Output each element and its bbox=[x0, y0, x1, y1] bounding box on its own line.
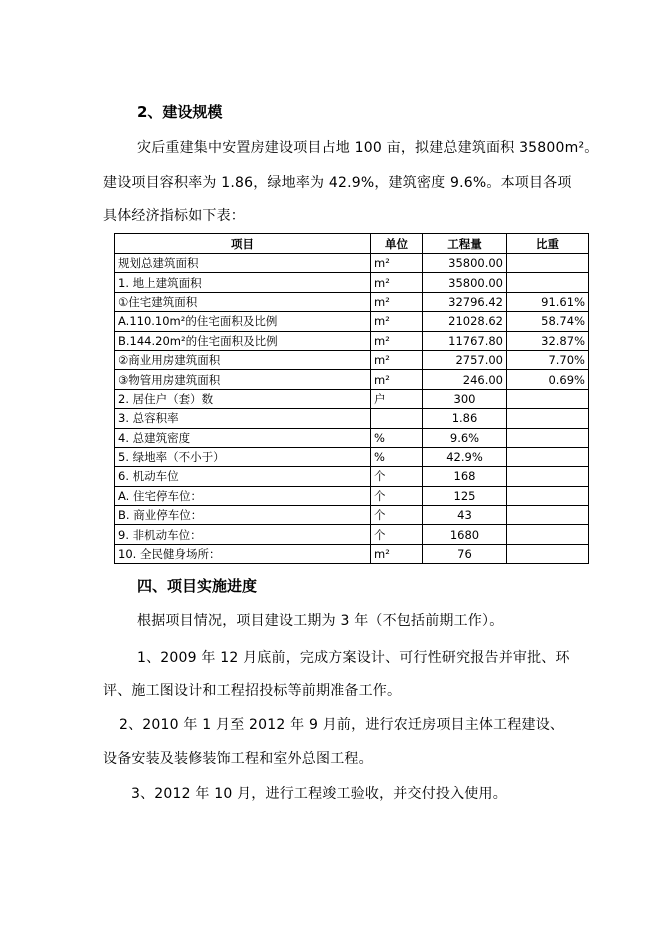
header-unit: 单位 bbox=[371, 234, 423, 254]
table-row bbox=[115, 544, 589, 563]
table-row bbox=[115, 312, 589, 331]
cell-ratio bbox=[507, 467, 589, 486]
table-row bbox=[115, 486, 589, 505]
table-row bbox=[115, 409, 589, 428]
table-row bbox=[115, 447, 589, 466]
progress-line-2: 1、2009 年 12 月底前，完成方案设计、可行性研究报告并审批、环 bbox=[137, 650, 570, 666]
cell-quantity: 76 bbox=[423, 544, 507, 563]
cell-ratio bbox=[507, 273, 589, 292]
table-row bbox=[115, 331, 589, 350]
cell-item: B.144.20m²的住宅面积及比例 bbox=[115, 331, 371, 350]
header-item: 项目 bbox=[115, 234, 371, 254]
table-row bbox=[115, 467, 589, 486]
cell-quantity: 125 bbox=[423, 486, 507, 505]
intro-line-3: 具体经济指标如下表： bbox=[103, 208, 245, 224]
cell-ratio bbox=[507, 544, 589, 563]
table-row bbox=[115, 506, 589, 525]
cell-ratio: 0.69% bbox=[507, 370, 589, 389]
cell-unit: % bbox=[371, 428, 423, 447]
cell-quantity: 9.6% bbox=[423, 428, 507, 447]
cell-unit: 个 bbox=[371, 467, 423, 486]
cell-unit: m² bbox=[371, 273, 423, 292]
cell-item: 3. 总容积率 bbox=[115, 409, 371, 428]
cell-quantity: 35800.00 bbox=[423, 254, 507, 273]
table-row bbox=[115, 370, 589, 389]
cell-unit: 户 bbox=[371, 389, 423, 408]
cell-item: B. 商业停车位： bbox=[115, 506, 371, 525]
table-row bbox=[115, 350, 589, 369]
cell-item: 1. 地上建筑面积 bbox=[115, 273, 371, 292]
cell-quantity: 168 bbox=[423, 467, 507, 486]
cell-unit: % bbox=[371, 447, 423, 466]
cell-quantity: 300 bbox=[423, 389, 507, 408]
progress-line-5: 设备安装及装修装饰工程和室外总图工程。 bbox=[103, 751, 373, 767]
cell-item: 规划总建筑面积 bbox=[115, 254, 371, 273]
cell-item: ①住宅建筑面积 bbox=[115, 292, 371, 311]
progress-line-3: 评、施工图设计和工程招投标等前期准备工作。 bbox=[103, 683, 402, 699]
cell-ratio bbox=[507, 525, 589, 544]
cell-item: ③物管用房建筑面积 bbox=[115, 370, 371, 389]
table-row bbox=[115, 292, 589, 311]
cell-item: 2. 居住户（套）数 bbox=[115, 389, 371, 408]
cell-unit: m² bbox=[371, 350, 423, 369]
progress-line-4: 2、2010 年 1 月至 2012 年 9 月前，进行农迁房项目主体工程建设、 bbox=[119, 717, 565, 733]
progress-line-6: 3、2012 年 10 月，进行工程竣工验收，并交付投入使用。 bbox=[131, 786, 507, 802]
cell-item: A. 住宅停车位： bbox=[115, 486, 371, 505]
cell-quantity: 35800.00 bbox=[423, 273, 507, 292]
intro-line-2: 建设项目容积率为 1.86，绿地率为 42.9%，建筑密度 9.6%。本项目各项 bbox=[103, 175, 572, 191]
cell-quantity: 21028.62 bbox=[423, 312, 507, 331]
cell-item: 4. 总建筑密度 bbox=[115, 428, 371, 447]
cell-item: ②商业用房建筑面积 bbox=[115, 350, 371, 369]
table-row bbox=[115, 428, 589, 447]
cell-ratio bbox=[507, 389, 589, 408]
cell-ratio bbox=[507, 447, 589, 466]
cell-quantity: 11767.80 bbox=[423, 331, 507, 350]
cell-unit: m² bbox=[371, 312, 423, 331]
cell-item: 9. 非机动车位： bbox=[115, 525, 371, 544]
header-ratio: 比重 bbox=[507, 234, 589, 254]
cell-quantity: 32796.42 bbox=[423, 292, 507, 311]
section-title-schedule: 四、项目实施进度 bbox=[137, 577, 258, 595]
cell-unit: 个 bbox=[371, 486, 423, 505]
cell-quantity: 1.86 bbox=[423, 409, 507, 428]
table-row bbox=[115, 254, 589, 273]
progress-line-1: 根据项目情况，项目建设工期为 3 年（不包括前期工作）。 bbox=[137, 613, 504, 629]
cell-ratio: 58.74% bbox=[507, 312, 589, 331]
cell-unit: 个 bbox=[371, 525, 423, 544]
cell-unit bbox=[371, 409, 423, 428]
table-row bbox=[115, 273, 589, 292]
cell-unit: m² bbox=[371, 544, 423, 563]
cell-unit: m² bbox=[371, 254, 423, 273]
cell-unit: m² bbox=[371, 292, 423, 311]
cell-ratio: 32.87% bbox=[507, 331, 589, 350]
economic-indicators-table bbox=[114, 233, 589, 564]
cell-ratio: 7.70% bbox=[507, 350, 589, 369]
cell-item: 5. 绿地率（不小于） bbox=[115, 447, 371, 466]
cell-item: 6. 机动车位 bbox=[115, 467, 371, 486]
cell-ratio bbox=[507, 486, 589, 505]
cell-quantity: 42.9% bbox=[423, 447, 507, 466]
cell-unit: m² bbox=[371, 370, 423, 389]
cell-quantity: 43 bbox=[423, 506, 507, 525]
cell-unit: 个 bbox=[371, 506, 423, 525]
cell-ratio: 91.61% bbox=[507, 292, 589, 311]
section-title-scale: 2、建设规模 bbox=[137, 103, 223, 121]
cell-ratio bbox=[507, 428, 589, 447]
intro-line-1: 灾后重建集中安置房建设项目占地 100 亩，拟建总建筑面积 35800m²。 bbox=[137, 140, 599, 156]
cell-item: 10. 全民健身场所： bbox=[115, 544, 371, 563]
cell-quantity: 1680 bbox=[423, 525, 507, 544]
cell-quantity: 2757.00 bbox=[423, 350, 507, 369]
cell-item: A.110.10m²的住宅面积及比例 bbox=[115, 312, 371, 331]
table-row bbox=[115, 389, 589, 408]
table-header-row bbox=[115, 234, 589, 254]
table-row bbox=[115, 525, 589, 544]
header-quantity: 工程量 bbox=[423, 234, 507, 254]
cell-unit: m² bbox=[371, 331, 423, 350]
cell-ratio bbox=[507, 506, 589, 525]
cell-quantity: 246.00 bbox=[423, 370, 507, 389]
cell-ratio bbox=[507, 254, 589, 273]
cell-ratio bbox=[507, 409, 589, 428]
